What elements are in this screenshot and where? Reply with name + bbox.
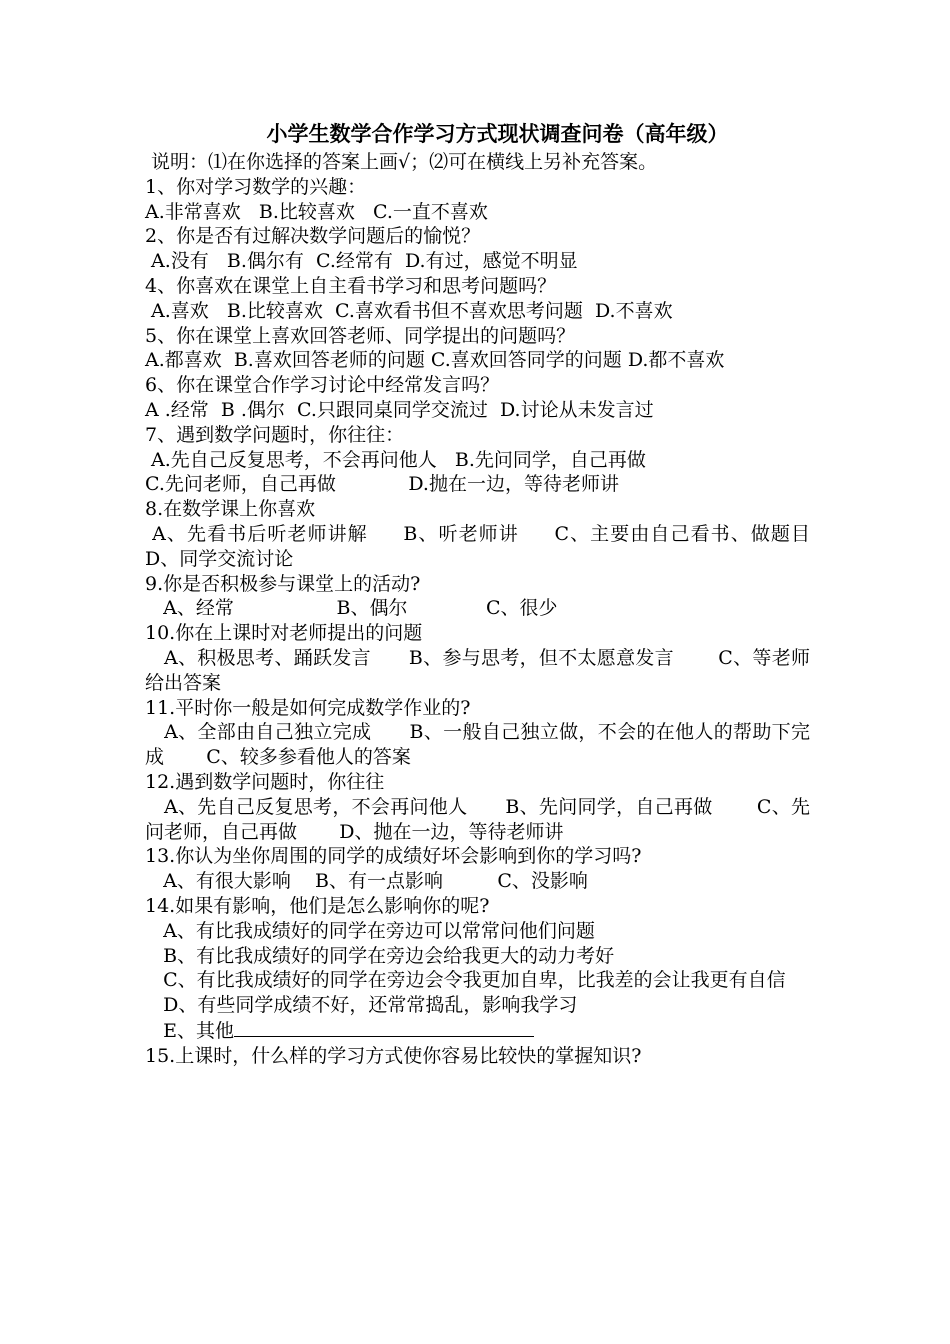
question-15: 15.上课时，什么样的学习方式使你容易比较快的掌握知识? [145, 1044, 642, 1067]
question-8-options: A、先看书后听老师讲解 B、听老师讲 C、主要由自己看书、做题目 D、同学交流讨论 [145, 522, 841, 570]
question-1-options: A.非常喜欢 B.比较喜欢 C.一直不喜欢 [145, 200, 488, 223]
question-10-options: A、积极思考、踊跃发言 B、参与思考，但不太愿意发言 C、等老师给出答案 [145, 646, 810, 694]
question-14-option-e-row [145, 1018, 810, 1044]
question-5-options: A.都喜欢 B.喜欢回答老师的问题 C.喜欢回答同学的问题 D.都不喜欢 [145, 349, 725, 372]
question-14-option-a: A、有比我成绩好的同学在旁边可以常常问他们问题 [145, 919, 595, 942]
question-12: 12.遇到数学问题时，你往往 [145, 770, 385, 793]
question-10: 10.你在上课时对老师提出的问题 [145, 622, 423, 645]
question-5: 5、你在课堂上喜欢回答老师、同学提出的问题吗？ [145, 324, 576, 347]
document-title: 小学生数学合作学习方式现状调查问卷（高年级） [266, 121, 729, 146]
question-14-option-d: D、有些同学成绩不好，还常常捣乱，影响我学习 [145, 994, 578, 1017]
question-6-options: A .经常 B .偶尔 C.只跟同桌同学交流过 D.讨论从未发言过 [145, 398, 654, 421]
question-7-options-cd: C.先问老师，自己再做 D.抛在一边，等待老师讲 [145, 473, 619, 496]
question-4: 4、你喜欢在课堂上自主看书学习和思考问题吗？ [145, 274, 557, 297]
question-11: 11.平时你一般是如何完成数学作业的? [145, 696, 471, 719]
question-14: 14.如果有影响，他们是怎么影响你的呢? [145, 894, 490, 917]
other-answer-blank-line[interactable] [234, 1018, 534, 1037]
question-4-options: A.喜欢 B.比较喜欢 C.喜欢看书但不喜欢思考问题 D.不喜欢 [145, 299, 673, 322]
questionnaire-body [145, 118, 841, 1068]
instructions-line: 说明：⑴在你选择的答案上画√；⑵可在横线上另补充答案。 [145, 151, 658, 173]
question-11-options: A、全部由自己独立完成 B、一般自己独立做，不会的在他人的帮助下完成 C、较多参看他人的答案 [145, 721, 810, 769]
question-2: 2、你是否有过解决数学问题后的愉悦？ [145, 225, 481, 248]
question-2-options: A.没有 B.偶尔有 C.经常有 D.有过，感觉不明显 [145, 250, 578, 273]
question-14-option-e: E、其他 [145, 1019, 234, 1042]
question-8: 8.在数学课上你喜欢 [145, 498, 316, 521]
question-12-options: A、先自己反复思考，不会再问他人 B、先问同学，自己再做 C、先问老师，自己再做 D、抛在一边，等待老师讲 [145, 795, 810, 843]
question-6: 6、你在课堂合作学习讨论中经常发言吗？ [145, 374, 500, 397]
question-13: 13.你认为坐你周围的同学的成绩好坏会影响到你的学习吗? [145, 845, 642, 868]
question-14-option-c: C、有比我成绩好的同学在旁边会令我更加自卑，比我差的会让我更有自信 [145, 969, 786, 992]
question-9-options: A、经常 B、偶尔 C、很少 [145, 597, 558, 620]
question-13-options: A、有很大影响 B、有一点影响 C、没影响 [145, 870, 588, 893]
question-7-options-ab: A.先自己反复思考，不会再问他人 B.先问同学，自己再做 [145, 448, 646, 471]
question-14-option-b: B、有比我成绩好的同学在旁边会给我更大的动力考好 [145, 944, 615, 967]
question-9: 9.你是否积极参与课堂上的活动? [145, 572, 421, 595]
question-1: 1、你对学习数学的兴趣： [145, 175, 367, 198]
question-7: 7、遇到数学问题时，你往往： [145, 423, 405, 446]
